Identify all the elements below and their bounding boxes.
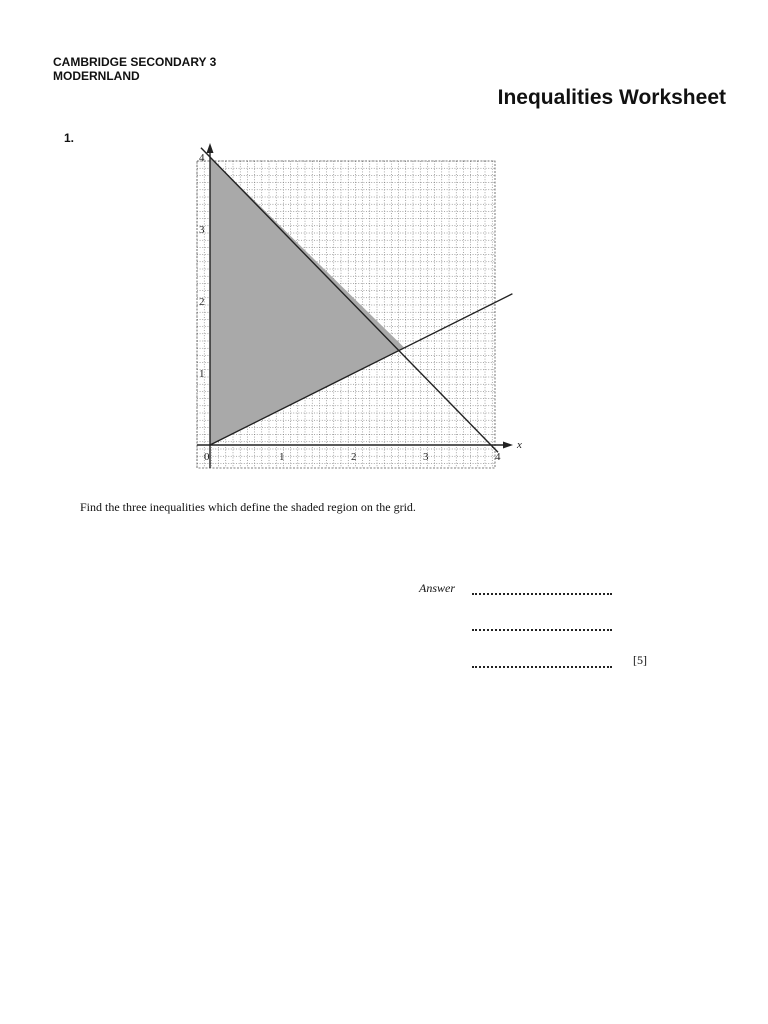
inequality-graph [160,130,520,490]
x-axis-label: x [517,439,522,451]
x-tick-label: 1 [279,451,285,463]
answer-line-1[interactable] [472,593,612,595]
question-number: 1. [64,131,75,145]
y-tick-label: 2 [199,296,205,308]
x-tick-label: 2 [351,451,357,463]
answer-line-3[interactable] [472,666,612,668]
y-tick-label: 4 [199,152,205,164]
x-tick-label: 3 [423,451,429,463]
answer-label: Answer [419,581,455,595]
worksheet-title: Inequalities Worksheet [497,86,726,109]
shaded-region [210,157,404,445]
x-tick-label: 0 [204,451,210,463]
marks-label: [5] [633,653,647,667]
x-tick-label: 4 [495,451,501,463]
school-location: MODERNLAND [53,69,140,83]
x-axis-arrow [503,442,513,449]
question-prompt: Find the three inequalities which define the shaded region on the grid. [80,500,416,514]
school-name: CAMBRIDGE SECONDARY 3 [53,55,217,69]
y-tick-label: 3 [199,224,205,236]
answer-line-2[interactable] [472,629,612,631]
school-header [53,55,216,83]
y-tick-label: 1 [199,368,205,380]
y-axis-arrow [207,143,214,153]
